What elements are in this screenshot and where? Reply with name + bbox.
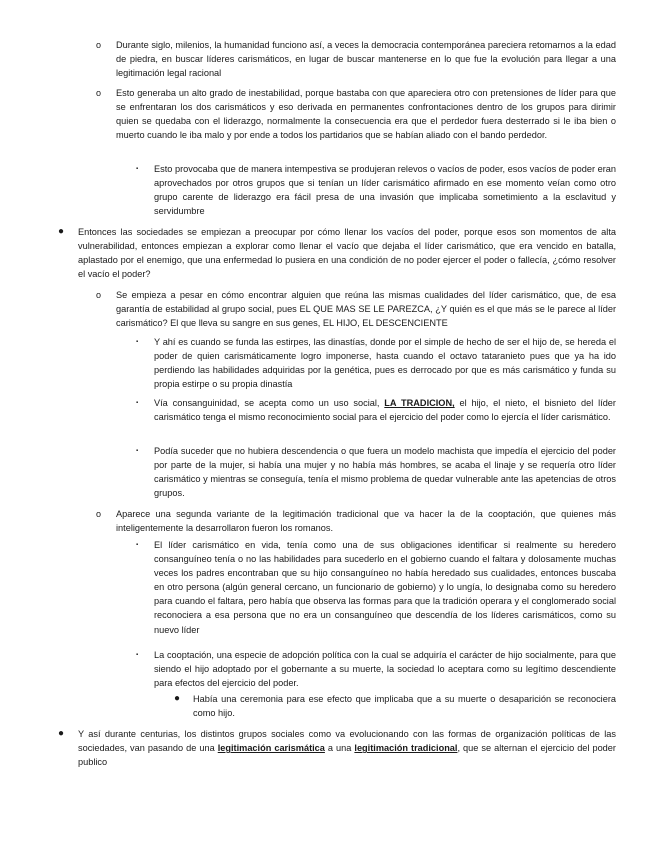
list-marker: ● bbox=[58, 226, 65, 237]
list-item bbox=[154, 162, 616, 218]
list-item bbox=[154, 396, 616, 424]
paragraph-text-part: el hijo, el nieto, el bisnieto del líder carismático tenga el mismo reconocimiento social para el ejercicio del poder como lo ejercía el líder carismático. bbox=[154, 398, 616, 423]
list-item bbox=[154, 648, 616, 690]
list-item bbox=[154, 444, 616, 500]
list-item bbox=[116, 38, 616, 80]
paragraph-text: Aparece una segunda variante de la legitimación tradicional que va hacer la de la cooptación, que quienes más inteligentemente la desarrollaron fueron los romanos. bbox=[116, 509, 616, 534]
list-item bbox=[116, 288, 616, 330]
paragraph-text: Durante siglo, milenios, la humanidad funciono así, a veces la democracia contemporánea pareciera retomarnos a la edad de piedra, en buscar líderes carismáticos, en lugar de buscar mantenerse en lo que fue la evolución para llegar a una legitimación legal racional bbox=[116, 40, 616, 79]
list-marker: ▪ bbox=[136, 400, 139, 406]
paragraph-text: Había una ceremonia para ese efecto que implicaba que a su muerte o desaparición se reconociera como hijo. bbox=[193, 694, 616, 719]
paragraph-text-part: a una bbox=[324, 743, 355, 754]
list-marker: ▪ bbox=[136, 542, 139, 548]
list-marker: ● bbox=[174, 693, 181, 704]
list-marker: o bbox=[96, 40, 102, 50]
paragraph-text: Se empieza a pesar en cómo encontrar alguien que reúna las mismas cualidades del líder carismático, que, de esa garantía de estabilidad al grupo social, pues EL QUE MAS SE LE PAREZCA, ¿Y quién es el que más se le parece al líder carismático? El que lleva su sangre en sus genes, EL HIJO, EL DESCENCIENTE bbox=[116, 290, 616, 329]
paragraph-text: Podía suceder que no hubiera descendencia o que fuera un modelo machista que impedía el ejercicio del poder por parte de la mujer, si había una mujer y no había más hombres, se acaba el linaje y se requería otro líder carismático y mientras se conseguía, tenía el mismo problema de quedar vulnerable ante las apetencias de otros grupos. bbox=[154, 446, 616, 499]
paragraph-text-part: Y así durante centurias, los distintos grupos sociales como va evolucionando con las formas de organización políticas de las sociedades, van pasando de una bbox=[78, 729, 616, 754]
paragraph-text: Entonces las sociedades se empiezan a preocupar por cómo llenar los vacíos del poder, porque esos son momentos de alta vulnerabilidad, entonces empiezan a explorar como llenar el vacío que dejaba el líder carismático, que era vencido en batalla, aplastado por el enemigo, que una enfermedad lo pusiera en una condición de no poder ejercer el poder o fallecía, ¿cómo resolver el vacío el poder? bbox=[78, 227, 616, 280]
paragraph-text-part: , que se alternan el ejercicio del poder publico bbox=[78, 743, 616, 768]
list-marker: ▪ bbox=[136, 652, 139, 658]
list-item bbox=[78, 727, 616, 769]
list-marker: o bbox=[96, 290, 102, 300]
paragraph-text bbox=[78, 727, 616, 769]
list-marker: ▪ bbox=[136, 166, 139, 172]
paragraph-text-part: Vía consanguinidad, se acepta como un uso social, bbox=[154, 398, 385, 408]
emphasis-text: legitimación carismática bbox=[217, 743, 325, 754]
paragraph-text: Y ahí es cuando se funda las estirpes, las dinastías, donde por el simple de hecho de ser el hijo de, se hereda el poder de quien carismáticamente logro imponerse, hasta cuando el octavo tataranieto pues que ya ha ido perdiendo las habilidades adquiridas por la genética, pues es derrocado por que es más carismático y funda su propia estirpe o su propia dinastía bbox=[154, 337, 616, 390]
list-item bbox=[193, 692, 616, 720]
emphasis-text: LA TRADICION, bbox=[384, 398, 455, 408]
list-item bbox=[154, 335, 616, 391]
list-item bbox=[78, 225, 616, 281]
list-item bbox=[154, 538, 616, 637]
paragraph-text: Esto provocaba que de manera intempestiva se produjeran relevos o vacíos de poder, esos vacíos de poder eran aprovechados por otros grupos que si tenían un líder carismático afirmado en ese momento veían como otro grupo carente de liderazgo era fácil presa de una invasión que implicaba sometimiento a la esclavitud y servidumbre bbox=[154, 164, 616, 217]
list-item bbox=[116, 507, 616, 535]
emphasis-text: legitimación tradicional bbox=[354, 743, 458, 754]
paragraph-text: Esto generaba un alto grado de inestabilidad, porque bastaba con que apareciera otro con pretensiones de líder para que se enfrentaran los dos carismáticos y eso derivada en permanentes confrontaciones dentro de los grupos para dirimir quien se quedaba con el liderazgo, normalmente la consecuencia era que el perdedor fuera desterrado si le iba bien o muerto cuando le iba malo y por ende a todos los partidarios que se habían aliado con el bando perdedor. bbox=[116, 88, 616, 141]
paragraph-text bbox=[154, 396, 616, 424]
list-item bbox=[116, 86, 616, 142]
paragraph-text: El líder carismático en vida, tenía como una de sus obligaciones identificar si realmente su heredero consanguíneo tenía o no las habilidades para sucederlo en el gobierno cuando el faltara y dolosamente muchas veces los padres encontraban que su hijo consanguíneo no había heredado sus cualidades, entonces buscaba en otro persona (algún general cercano, un funcionario de gobierno) y lo ungía, lo designaba como su heredero para cuando el faltara, pero había que observa las formas para que la tradición operara y el conglomerado social reconociera a esa persona que no era un consanguíneo que descendía de los líderes carismáticos, como su nuevo líder bbox=[154, 540, 616, 635]
list-marker: o bbox=[96, 509, 102, 519]
list-marker: ▪ bbox=[136, 339, 139, 345]
list-marker: ▪ bbox=[136, 448, 139, 454]
paragraph-text: La cooptación, una especie de adopción política con la cual se adquiría el carácter de hijo socialmente, para que siendo el hijo adoptado por el gobernante a su muerte, la sociedad lo aceptara como su legítimo descendiente para efectos del ejercicio del poder. bbox=[154, 650, 616, 689]
list-marker: o bbox=[96, 88, 102, 98]
list-marker: ● bbox=[58, 728, 65, 739]
